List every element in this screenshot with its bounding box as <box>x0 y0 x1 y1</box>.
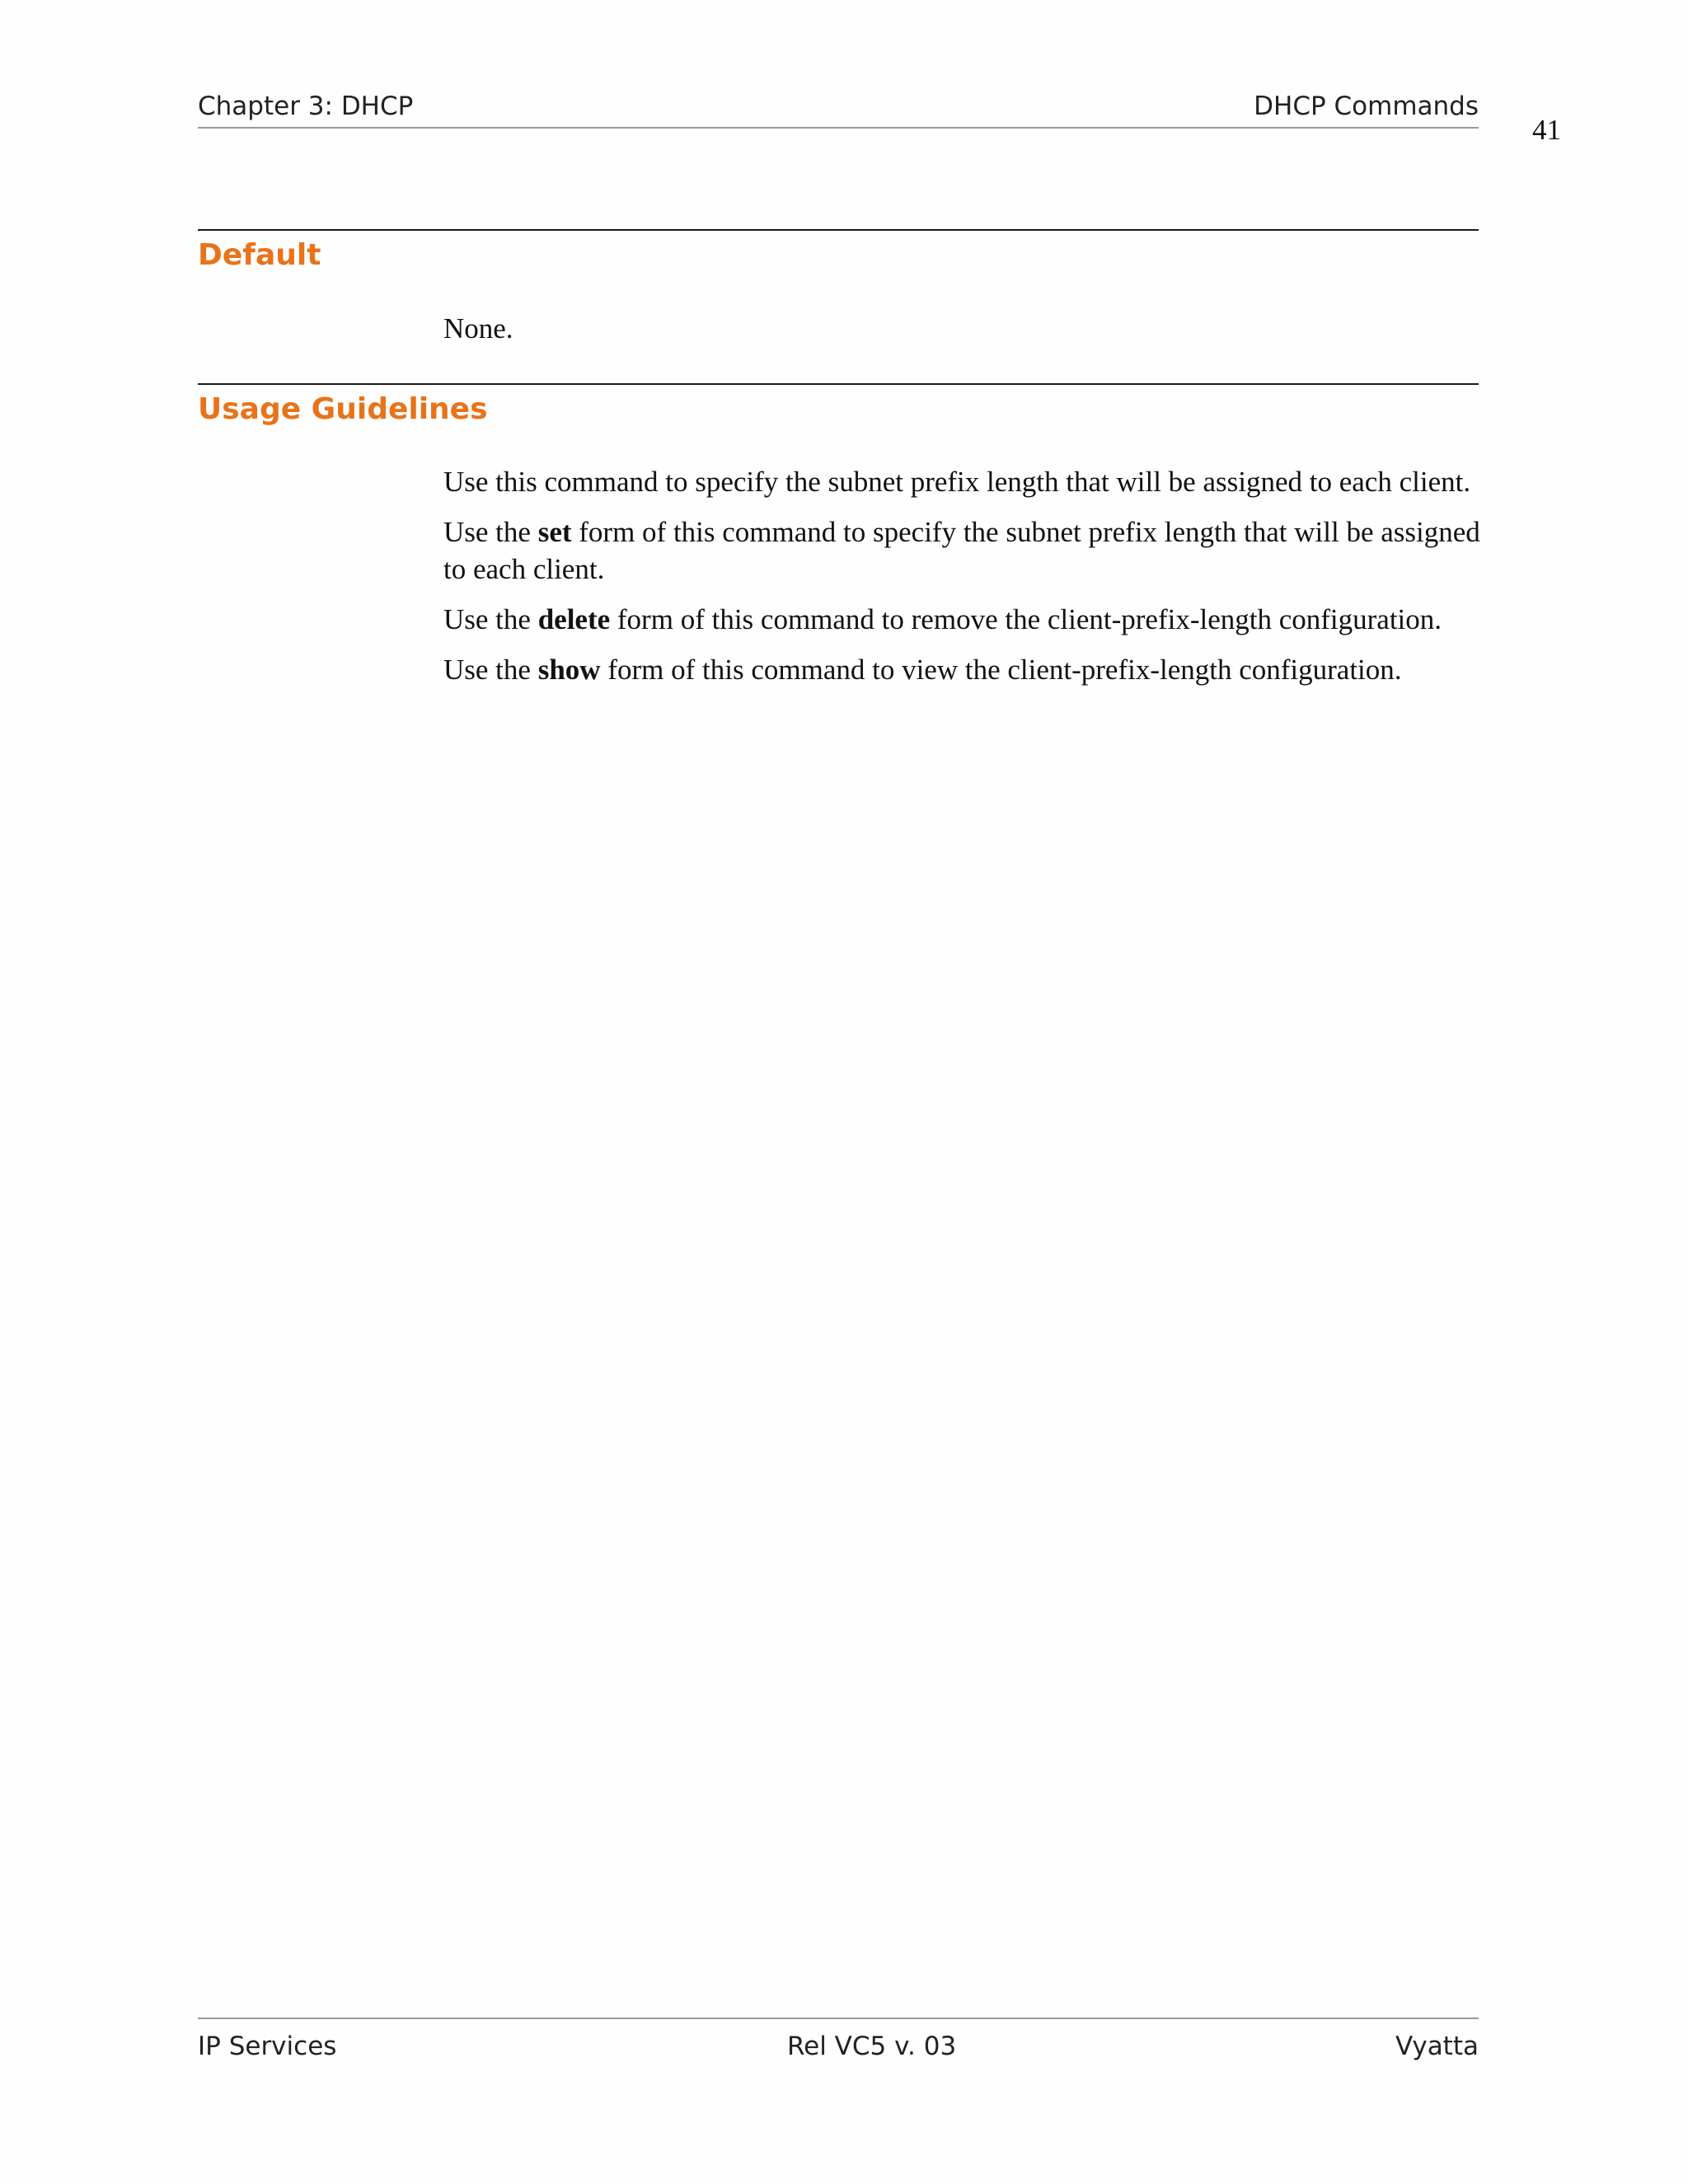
footer-product: IP Services <box>198 2032 337 2061</box>
usage-paragraph-1: Use this command to specify the subnet prefix length that will be assigned to each client. <box>443 466 1471 498</box>
usage-paragraph-4 <box>443 651 1482 688</box>
page-number: 41 <box>1532 114 1561 146</box>
usage-heading: Usage Guidelines <box>198 392 488 426</box>
default-body <box>443 310 1482 360</box>
default-text: None. <box>443 312 513 344</box>
usage-paragraph-3 <box>443 601 1482 638</box>
usage-paragraph-2 <box>443 513 1482 588</box>
usage-section-rule <box>198 383 1479 385</box>
usage-body <box>443 463 1482 701</box>
header-chapter: Chapter 3: DHCP <box>198 91 414 121</box>
header-rule <box>198 127 1479 129</box>
default-section-rule <box>198 229 1479 231</box>
usage-paragraph-3-rest: form of this command to remove the client-prefix-length configuration. <box>610 603 1442 635</box>
keyword-delete: delete <box>537 603 611 635</box>
footer-rule <box>198 2018 1479 2019</box>
usage-paragraph-2-rest: form of this command to specify the subnet prefix length that will be assigned to each client. <box>443 516 1480 585</box>
usage-paragraph-3-lead: Use the <box>443 603 538 635</box>
keyword-set: set <box>537 516 572 548</box>
default-heading: Default <box>198 238 321 272</box>
usage-paragraph-4-lead: Use the <box>443 654 538 686</box>
footer-release: Rel VC5 v. 03 <box>787 2032 957 2061</box>
usage-paragraph-4-rest: form of this command to view the client-prefix-length configuration. <box>600 654 1402 686</box>
footer-vendor: Vyatta <box>1395 2032 1479 2061</box>
header-section: DHCP Commands <box>1254 91 1479 121</box>
keyword-show: show <box>537 654 601 686</box>
usage-paragraph-2-lead: Use the <box>443 516 538 548</box>
